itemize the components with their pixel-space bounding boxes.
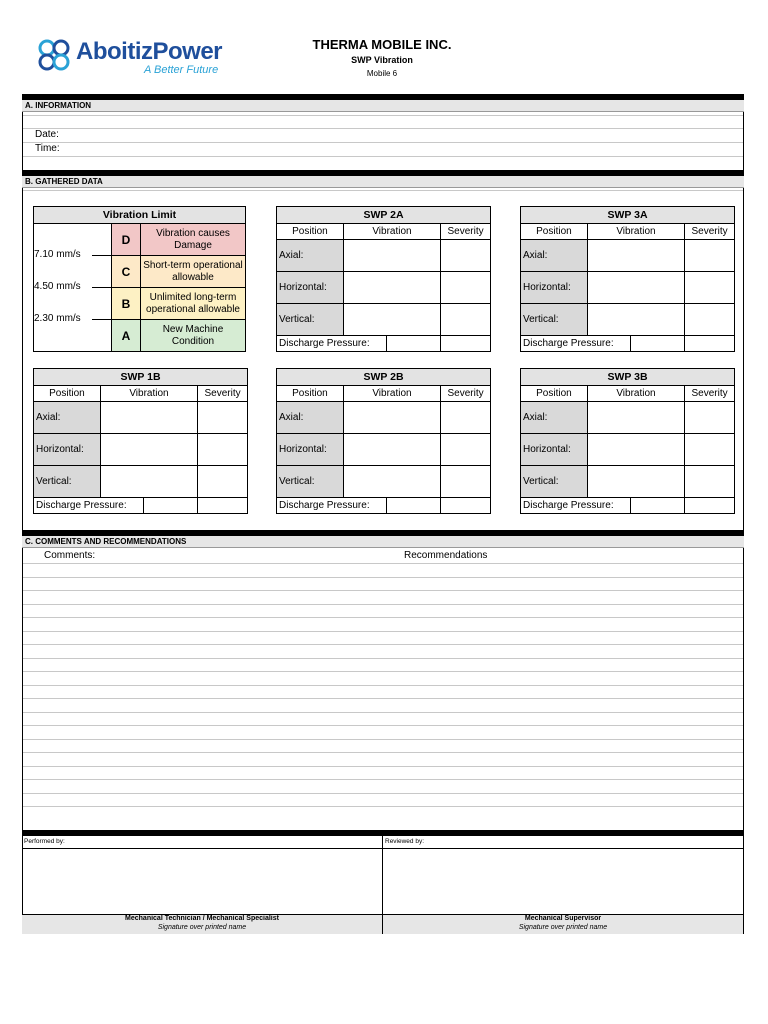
pump-table (520, 206, 735, 352)
discharge-pressure-label: Discharge Pressure: (521, 498, 631, 513)
performed-role: Mechanical Technician / Mechanical Specialist (125, 915, 279, 922)
rule-line (23, 128, 743, 129)
rule-line (23, 156, 743, 157)
company-logo (36, 36, 236, 80)
vibration-input[interactable] (343, 240, 440, 272)
severity-input[interactable] (441, 240, 491, 272)
row-label-vertical: Vertical: (521, 304, 588, 336)
time-label: Time: (35, 143, 60, 154)
severity-input[interactable] (441, 402, 491, 434)
col-vibration: Vibration (587, 386, 684, 402)
threshold-label: 2.30 mm/s (34, 313, 81, 324)
zone-letter: C (111, 256, 140, 288)
comment-line[interactable] (23, 685, 743, 686)
comment-line[interactable] (23, 766, 743, 767)
comment-line[interactable] (23, 779, 743, 780)
col-vibration: Vibration (100, 386, 197, 402)
row-label-horizontal: Horizontal: (34, 434, 101, 466)
severity-input[interactable] (685, 272, 735, 304)
pump-title: SWP 3B (521, 369, 735, 386)
performed-by-label: Performed by: (24, 838, 65, 845)
row-label-vertical: Vertical: (277, 466, 344, 498)
threshold-line (92, 319, 111, 320)
pump-table (276, 206, 491, 352)
vibration-input[interactable] (100, 434, 197, 466)
discharge-pressure-input[interactable] (144, 498, 197, 513)
severity-input[interactable] (685, 402, 735, 434)
col-vibration: Vibration (343, 386, 440, 402)
severity-input[interactable] (441, 466, 491, 498)
severity-input[interactable] (685, 434, 735, 466)
logo-swirl-icon (36, 38, 72, 74)
vibration-input[interactable] (587, 272, 684, 304)
comment-line[interactable] (23, 577, 743, 578)
discharge-pressure-label: Discharge Pressure: (277, 498, 387, 513)
row-label-axial: Axial: (277, 402, 344, 434)
form-title: SWP Vibration (351, 55, 413, 65)
row-label-axial: Axial: (277, 240, 344, 272)
severity-input[interactable] (198, 434, 248, 466)
col-severity: Severity (441, 386, 491, 402)
rule-line (23, 190, 743, 191)
severity-input[interactable] (441, 434, 491, 466)
vibration-input[interactable] (343, 466, 440, 498)
comment-line[interactable] (23, 644, 743, 645)
vibration-input[interactable] (343, 304, 440, 336)
pump-table (520, 368, 735, 514)
comment-line[interactable] (23, 698, 743, 699)
sign-note: Signature over printed name (157, 924, 247, 931)
zone-description: New Machine Condition (140, 320, 245, 352)
pump-table (276, 368, 491, 514)
comment-line[interactable] (23, 631, 743, 632)
discharge-pressure-input[interactable] (387, 498, 440, 513)
severity-input[interactable] (685, 304, 735, 336)
section-a-header: A. INFORMATION (22, 100, 744, 112)
threshold-label: 4.50 mm/s (34, 281, 81, 292)
comment-line[interactable] (23, 806, 743, 807)
reviewed-by-label: Reviewed by: (385, 838, 425, 845)
discharge-pressure-input[interactable] (631, 336, 684, 351)
comment-line[interactable] (23, 671, 743, 672)
comment-line[interactable] (23, 604, 743, 605)
row-label-horizontal: Horizontal: (277, 434, 344, 466)
section-b-header: B. GATHERED DATA (22, 176, 744, 188)
discharge-pressure-label: Discharge Pressure: (521, 336, 631, 351)
unit-label: Mobile 6 (366, 69, 398, 78)
comment-line[interactable] (23, 739, 743, 740)
section-c-header: C. COMMENTS AND RECOMMENDATIONS (22, 536, 744, 548)
vibration-limit-table (33, 206, 246, 352)
discharge-pressure-input[interactable] (685, 336, 735, 352)
col-vibration: Vibration (343, 224, 440, 240)
row-label-axial: Axial: (521, 402, 588, 434)
threshold-line (92, 255, 111, 256)
zone-letter: D (111, 224, 140, 256)
comment-line[interactable] (23, 712, 743, 713)
col-severity: Severity (198, 386, 248, 402)
row-label-axial: Axial: (521, 240, 588, 272)
comment-line[interactable] (23, 725, 743, 726)
vibration-input[interactable] (587, 240, 684, 272)
discharge-pressure-input[interactable] (631, 498, 684, 513)
discharge-pressure-input[interactable] (441, 498, 491, 514)
pump-title: SWP 1B (34, 369, 248, 386)
signature-block (22, 836, 744, 934)
severity-input[interactable] (441, 272, 491, 304)
comment-line[interactable] (23, 793, 743, 794)
row-label-horizontal: Horizontal: (521, 272, 588, 304)
col-position: Position (277, 386, 344, 402)
col-severity: Severity (685, 224, 735, 240)
vibration-input[interactable] (587, 434, 684, 466)
discharge-pressure-input[interactable] (685, 498, 735, 514)
severity-input[interactable] (198, 402, 248, 434)
pump-title: SWP 2A (277, 207, 491, 224)
comment-line[interactable] (23, 617, 743, 618)
sign-note: Signature over printed name (518, 924, 608, 931)
zone-letter: B (111, 288, 140, 320)
col-severity: Severity (685, 386, 735, 402)
row-label-vertical: Vertical: (34, 466, 101, 498)
discharge-pressure-input[interactable] (387, 336, 440, 351)
date-label: Date: (35, 129, 59, 140)
vibration-input[interactable] (343, 272, 440, 304)
vibration-input[interactable] (587, 304, 684, 336)
col-vibration: Vibration (587, 224, 684, 240)
col-position: Position (521, 386, 588, 402)
pump-title: SWP 3A (521, 207, 735, 224)
vibration-limit-title: Vibration Limit (34, 207, 245, 224)
zone-description: Short-term operational allowable (140, 256, 245, 288)
discharge-pressure-label: Discharge Pressure: (34, 498, 144, 513)
performed-by-box (22, 836, 383, 934)
comments-label: Comments: (44, 550, 96, 561)
vibration-input[interactable] (343, 402, 440, 434)
logo-name: AboitizPower (76, 38, 223, 65)
logo-tagline: A Better Future (144, 64, 219, 76)
pump-table (33, 368, 248, 514)
zone-letter: A (111, 320, 140, 352)
vibration-input[interactable] (100, 402, 197, 434)
recommendations-label: Recommendations (404, 550, 488, 561)
company-name: THERMA MOBILE INC. (312, 37, 452, 52)
comment-line[interactable] (23, 752, 743, 753)
discharge-pressure-label: Discharge Pressure: (277, 336, 387, 351)
vibration-input[interactable] (100, 466, 197, 498)
col-position: Position (34, 386, 101, 402)
row-label-vertical: Vertical: (521, 466, 588, 498)
comment-line[interactable] (23, 563, 743, 564)
row-label-axial: Axial: (34, 402, 101, 434)
discharge-pressure-input[interactable] (198, 498, 248, 514)
pump-title: SWP 2B (277, 369, 491, 386)
vibration-input[interactable] (343, 434, 440, 466)
reviewed-by-box (383, 836, 744, 934)
severity-input[interactable] (441, 304, 491, 336)
row-label-horizontal: Horizontal: (521, 434, 588, 466)
rule-line (23, 115, 743, 116)
rule-line (23, 142, 743, 143)
vibration-input[interactable] (587, 466, 684, 498)
severity-input[interactable] (685, 466, 735, 498)
vibration-input[interactable] (587, 402, 684, 434)
row-label-vertical: Vertical: (277, 304, 344, 336)
reviewed-role: Mechanical Supervisor (524, 915, 602, 922)
threshold-line (92, 287, 111, 288)
threshold-label: 7.10 mm/s (34, 249, 81, 260)
comment-line[interactable] (23, 658, 743, 659)
col-position: Position (277, 224, 344, 240)
col-position: Position (521, 224, 588, 240)
severity-input[interactable] (685, 240, 735, 272)
zone-description: Unlimited long-term operational allowable (140, 288, 245, 320)
row-label-horizontal: Horizontal: (277, 272, 344, 304)
zone-description: Vibration causes Damage (140, 224, 245, 256)
comment-line[interactable] (23, 590, 743, 591)
discharge-pressure-input[interactable] (441, 336, 491, 352)
col-severity: Severity (441, 224, 491, 240)
severity-input[interactable] (198, 466, 248, 498)
